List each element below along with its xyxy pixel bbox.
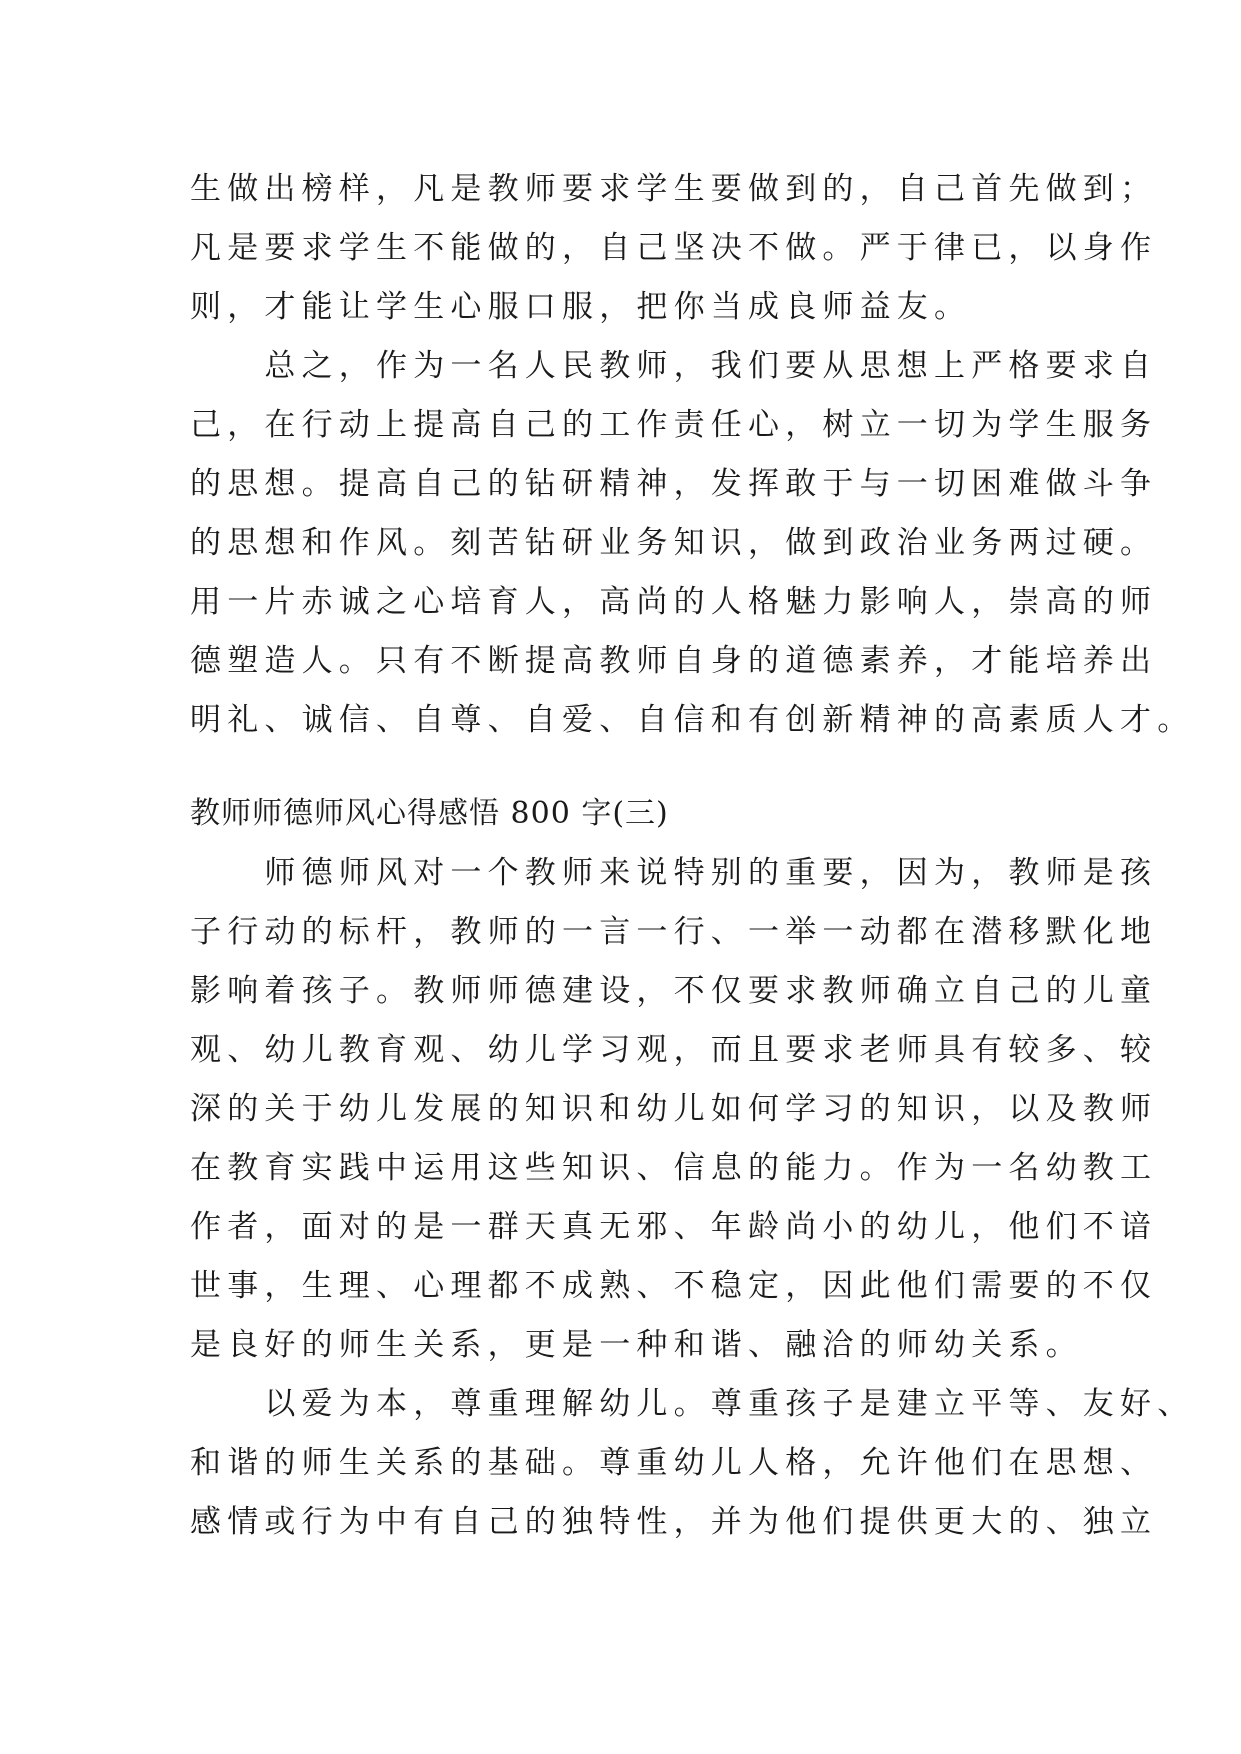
- text-line: 的思想和作风。刻苦钻研业务知识，做到政治业务两过硬。: [190, 525, 1158, 561]
- text-line: 感情或行为中有自己的独特性，并为他们提供更大的、独立: [190, 1504, 1158, 1540]
- text-line: 总之，作为一名人民教师，我们要从思想上严格要求自: [190, 348, 1158, 384]
- text-line: 凡是要求学生不能做的，自己坚决不做。严于律已，以身作: [190, 230, 1158, 266]
- text-line: 深的关于幼儿发展的知识和幼儿如何学习的知识，以及教师: [190, 1091, 1158, 1127]
- text-line: 用一片赤诚之心培育人，高尚的人格魅力影响人，崇高的师: [190, 584, 1158, 620]
- text-line: 在教育实践中运用这些知识、信息的能力。作为一名幼教工: [190, 1150, 1158, 1186]
- text-line: 作者，面对的是一群天真无邪、年龄尚小的幼儿，他们不谙: [190, 1209, 1158, 1245]
- text-line: 则，才能让学生心服口服，把你当成良师益友。: [190, 289, 972, 325]
- section-heading: 教师师德师风心得感悟 800 字(三): [190, 796, 669, 831]
- text-line: 以爱为本，尊重理解幼儿。尊重孩子是建立平等、友好、: [190, 1386, 1195, 1422]
- text-line: 世事，生理、心理都不成熟、不稳定，因此他们需要的不仅: [190, 1268, 1158, 1304]
- text-line: 是良好的师生关系，更是一种和谐、融洽的师幼关系。: [190, 1327, 1083, 1363]
- text-line: 师德师风对一个教师来说特别的重要，因为，教师是孩: [190, 855, 1158, 891]
- text-line: 明礼、诚信、自尊、自爱、自信和有创新精神的高素质人才。: [190, 702, 1195, 738]
- text-line: 生做出榜样，凡是教师要求学生要做到的，自己首先做到；: [190, 171, 1158, 207]
- text-line: 和谐的师生关系的基础。尊重幼儿人格，允许他们在思想、: [190, 1445, 1158, 1481]
- text-line: 德塑造人。只有不断提高教师自身的道德素养，才能培养出: [190, 643, 1158, 679]
- text-line: 的思想。提高自己的钻研精神，发挥敢于与一切困难做斗争: [190, 466, 1158, 502]
- text-line: 观、幼儿教育观、幼儿学习观，而且要求老师具有较多、较: [190, 1032, 1158, 1068]
- text-line: 子行动的标杆，教师的一言一行、一举一动都在潜移默化地: [190, 914, 1158, 950]
- text-line: 己，在行动上提高自己的工作责任心，树立一切为学生服务: [190, 407, 1158, 443]
- text-line: 影响着孩子。教师师德建设，不仅要求教师确立自己的儿童: [190, 973, 1158, 1009]
